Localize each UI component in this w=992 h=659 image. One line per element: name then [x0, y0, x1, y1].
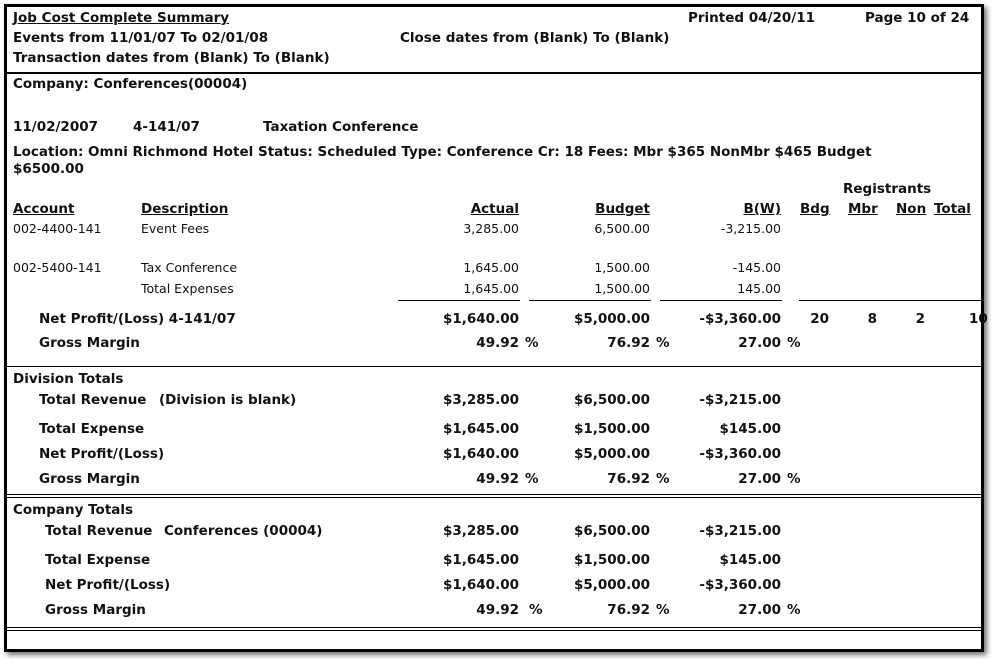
company-margin-bw: 27.00	[738, 602, 781, 618]
division-net-budget: $5,000.00	[573, 446, 650, 462]
company-net-budget: $5,000.00	[573, 577, 650, 593]
division-title: Division Totals	[13, 371, 124, 387]
division-expense-label: Total Expense	[39, 421, 145, 437]
row-budget: 1,500.00	[594, 260, 650, 275]
section-divider	[7, 366, 981, 367]
net-profit-mbr: 8	[867, 311, 877, 327]
row-bw: 145.00	[737, 281, 781, 296]
net-profit-total: 10	[969, 311, 988, 327]
company-net-label: Net Profit/(Loss)	[45, 577, 171, 593]
company-revenue-actual: $3,285.00	[442, 523, 519, 539]
row-actual: 3,285.00	[463, 221, 519, 236]
division-revenue-label: Total Revenue	[39, 392, 147, 408]
company-title: Company Totals	[13, 502, 134, 518]
col-account: Account	[13, 201, 75, 217]
registrants-header: Registrants	[843, 181, 932, 197]
division-revenue-bw: -$3,215.00	[699, 392, 781, 408]
division-expense-bw: $145.00	[719, 421, 781, 437]
company-revenue-note: Conferences (00004)	[164, 523, 323, 539]
subtotal-rule-bw	[660, 300, 782, 301]
division-net-bw: -$3,360.00	[699, 446, 781, 462]
company-expense-label: Total Expense	[45, 552, 151, 568]
division-margin-actual: 49.92	[476, 471, 519, 487]
row-budget: 6,500.00	[594, 221, 650, 236]
report-title: Job Cost Complete Summary	[13, 10, 230, 26]
col-budget: Budget	[595, 201, 650, 217]
event-name: Taxation Conference	[263, 119, 419, 135]
col-bw: B(W)	[743, 201, 781, 217]
pct-sign: %	[656, 471, 670, 487]
company-margin-label: Gross Margin	[45, 602, 146, 618]
division-margin-budget: 76.92	[607, 471, 650, 487]
row-bw: -3,215.00	[720, 221, 781, 236]
row-account: 002-4400-141	[13, 221, 102, 236]
company-revenue-bw: -$3,215.00	[699, 523, 781, 539]
pct-sign: %	[656, 602, 670, 618]
pct-sign: %	[525, 471, 539, 487]
company-net-bw: -$3,360.00	[699, 577, 781, 593]
gross-margin-bw: 27.00	[738, 335, 781, 351]
division-margin-bw: 27.00	[738, 471, 781, 487]
col-total: Total	[934, 201, 971, 217]
company-revenue-budget: $6,500.00	[573, 523, 650, 539]
row-bw: -145.00	[732, 260, 781, 275]
company-margin-actual: 49.92	[476, 602, 519, 618]
printed-date: Printed 04/20/11	[688, 10, 815, 26]
col-mbr: Mbr	[848, 201, 878, 217]
col-description: Description	[141, 201, 229, 217]
footer-divider-double	[7, 627, 981, 631]
company-expense-bw: $145.00	[719, 552, 781, 568]
transaction-dates: Transaction dates from (Blank) To (Blank)	[13, 50, 330, 66]
event-details: Location: Omni Richmond Hotel Status: Scheduled Type: Conference Cr: 18 Fees: Mbr $365 NonMbr $465 Budget	[13, 144, 872, 160]
company-margin-budget: 76.92	[607, 602, 650, 618]
row-description: Tax Conference	[141, 260, 238, 275]
company-expense-actual: $1,645.00	[442, 552, 519, 568]
header-divider	[7, 72, 981, 74]
row-actual: 1,645.00	[463, 281, 519, 296]
gross-margin-label: Gross Margin	[39, 335, 140, 351]
gross-margin-budget: 76.92	[607, 335, 650, 351]
company-expense-budget: $1,500.00	[573, 552, 650, 568]
subtotal-rule-budget	[529, 300, 651, 301]
company-revenue-label: Total Revenue	[45, 523, 153, 539]
division-revenue-note: (Division is blank)	[159, 392, 297, 408]
close-dates: Close dates from (Blank) To (Blank)	[400, 30, 670, 46]
row-description: Event Fees	[141, 221, 210, 236]
net-profit-non: 2	[915, 311, 925, 327]
company-line: Company: Conferences(00004)	[13, 76, 248, 92]
net-profit-bw: -$3,360.00	[699, 311, 781, 327]
pct-sign: %	[787, 335, 801, 351]
division-margin-label: Gross Margin	[39, 471, 140, 487]
row-budget: 1,500.00	[594, 281, 650, 296]
event-budget: $6500.00	[13, 161, 84, 177]
subtotal-rule-registrants	[799, 300, 981, 301]
division-net-actual: $1,640.00	[442, 446, 519, 462]
event-date: 11/02/2007	[13, 119, 99, 135]
subtotal-rule-actual	[398, 300, 520, 301]
row-account: 002-5400-141	[13, 260, 102, 275]
pct-sign: %	[656, 335, 670, 351]
division-net-label: Net Profit/(Loss)	[39, 446, 165, 462]
division-revenue-actual: $3,285.00	[442, 392, 519, 408]
pct-sign: %	[525, 335, 539, 351]
page-number: Page 10 of 24	[865, 10, 970, 26]
gross-margin-actual: 49.92	[476, 335, 519, 351]
col-actual: Actual	[470, 201, 519, 217]
event-code: 4-141/07	[133, 119, 200, 135]
division-expense-actual: $1,645.00	[442, 421, 519, 437]
net-profit-label: Net Profit/(Loss) 4-141/07	[39, 311, 236, 327]
events-range: Events from 11/01/07 To 02/01/08	[13, 30, 269, 46]
pct-sign: %	[529, 602, 543, 618]
company-net-actual: $1,640.00	[442, 577, 519, 593]
row-actual: 1,645.00	[463, 260, 519, 275]
pct-sign: %	[787, 471, 801, 487]
col-bdg: Bdg	[800, 201, 830, 217]
net-profit-bdg: 20	[810, 311, 829, 327]
section-divider-double	[7, 494, 981, 498]
pct-sign: %	[787, 602, 801, 618]
report-page	[4, 4, 988, 652]
division-expense-budget: $1,500.00	[573, 421, 650, 437]
net-profit-actual: $1,640.00	[442, 311, 519, 327]
division-revenue-budget: $6,500.00	[573, 392, 650, 408]
col-non: Non	[896, 201, 927, 217]
net-profit-budget: $5,000.00	[573, 311, 650, 327]
row-description: Total Expenses	[141, 281, 234, 296]
